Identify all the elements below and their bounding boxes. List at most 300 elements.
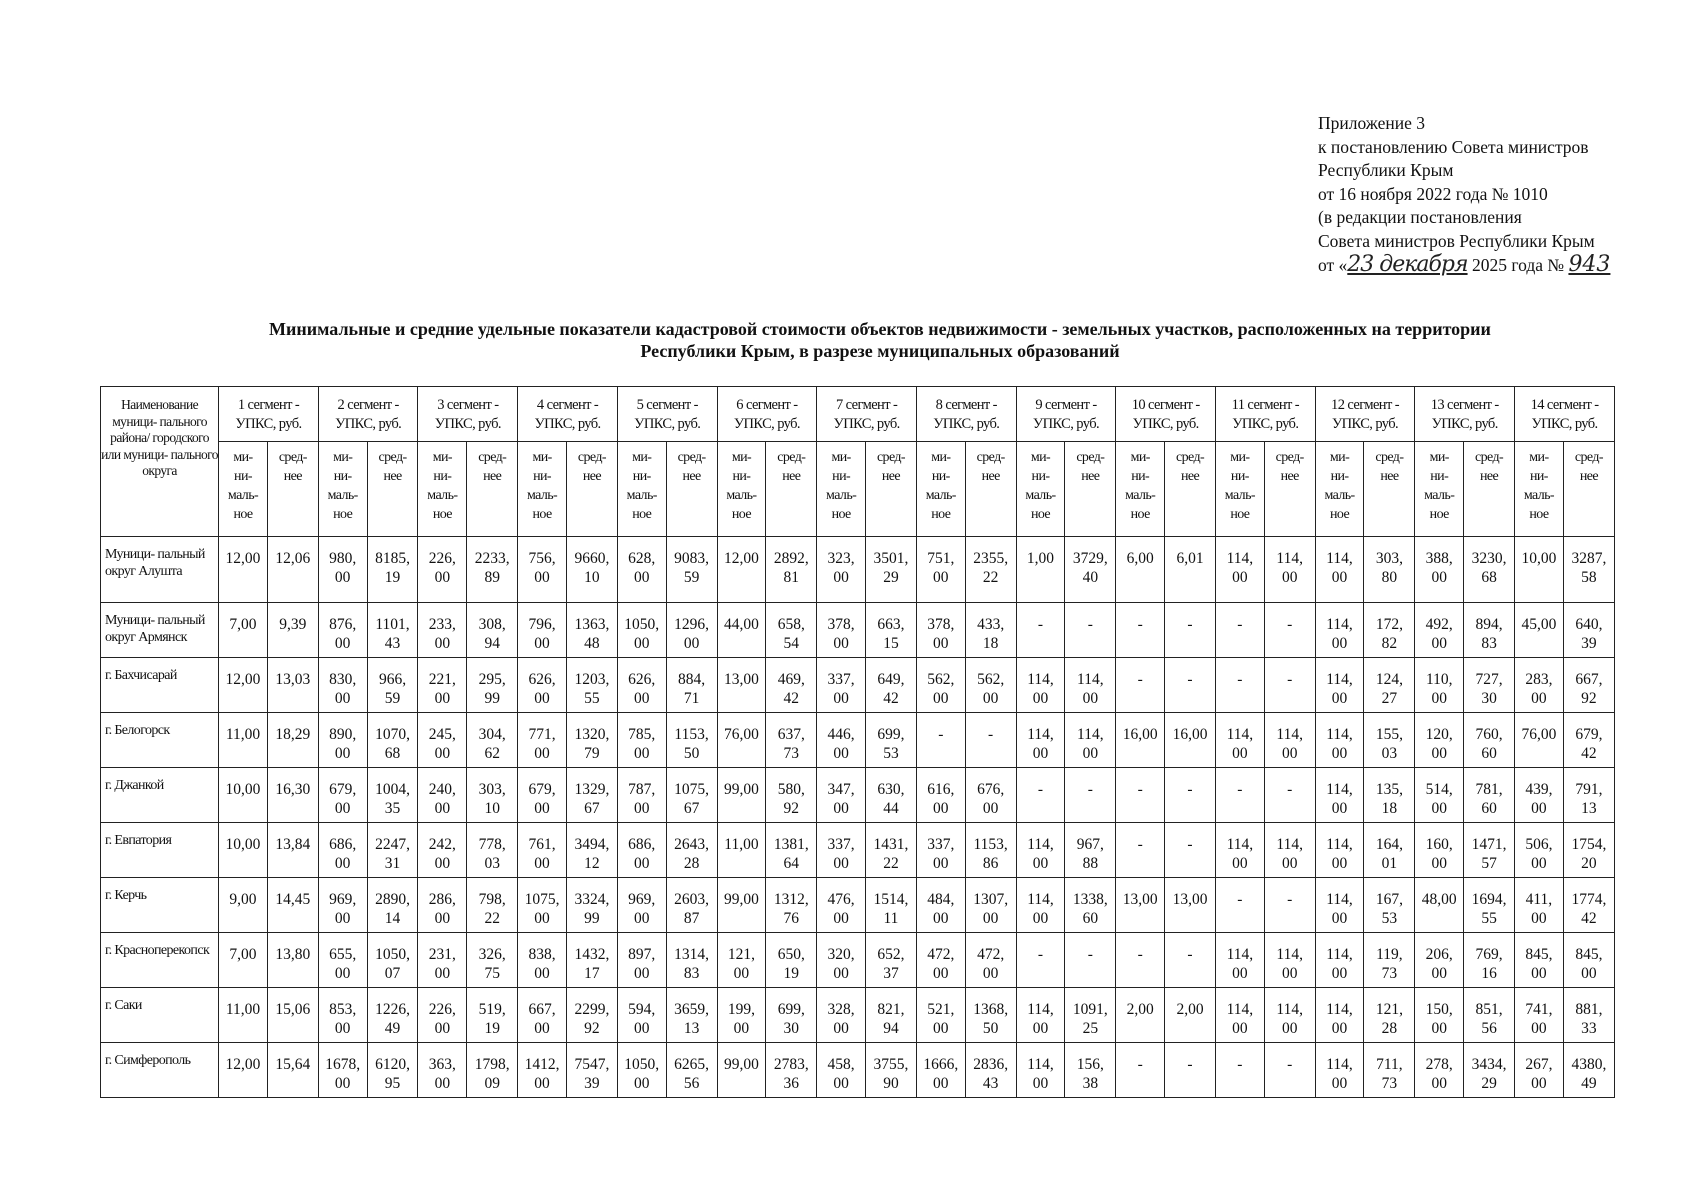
- municipality-name: г. Евпатория: [101, 823, 219, 878]
- table-cell: 304, 62: [467, 713, 518, 768]
- table-cell: 18,29: [267, 713, 318, 768]
- table-cell: 652, 37: [865, 933, 916, 988]
- table-row: [101, 878, 1615, 933]
- table-cell: -: [1264, 1043, 1315, 1098]
- table-cell: 580, 92: [766, 768, 817, 823]
- table-cell: 1296, 00: [666, 603, 717, 658]
- table-cell: 411, 00: [1515, 878, 1564, 933]
- table-cell: -: [1065, 603, 1116, 658]
- table-cell: 226, 00: [418, 537, 467, 603]
- table-cell: 626, 00: [518, 658, 567, 713]
- table-cell: 9660, 10: [566, 537, 617, 603]
- annex-date-prefix: от «: [1318, 255, 1348, 275]
- avg-header-1: сред- нее: [267, 442, 318, 537]
- table-cell: 980, 00: [318, 537, 367, 603]
- table-cell: 347, 00: [817, 768, 866, 823]
- table-cell: 853, 00: [318, 988, 367, 1043]
- table-cell: 1070, 68: [367, 713, 418, 768]
- table-cell: 686, 00: [318, 823, 367, 878]
- table-cell: 9,39: [267, 603, 318, 658]
- table-cell: 6265, 56: [666, 1043, 717, 1098]
- table-cell: -: [1016, 603, 1065, 658]
- table-cell: 99,00: [717, 768, 766, 823]
- table-cell: 1153, 86: [965, 823, 1016, 878]
- avg-header-11: сред- нее: [1264, 442, 1315, 537]
- table-cell: 11,00: [219, 713, 268, 768]
- table-cell: 114, 00: [1264, 537, 1315, 603]
- table-cell: 295, 99: [467, 658, 518, 713]
- table-cell: -: [1264, 768, 1315, 823]
- table-cell: 969, 00: [318, 878, 367, 933]
- header-row-segments: [101, 387, 1615, 442]
- table-cell: 756, 00: [518, 537, 567, 603]
- table-cell: 1075, 00: [518, 878, 567, 933]
- avg-header-6: сред- нее: [766, 442, 817, 537]
- table-cell: 967, 88: [1065, 823, 1116, 878]
- table-cell: 135, 18: [1364, 768, 1415, 823]
- table-cell: 769, 16: [1464, 933, 1515, 988]
- table-cell: 1,00: [1016, 537, 1065, 603]
- table-cell: 3494, 12: [566, 823, 617, 878]
- table-cell: 966, 59: [367, 658, 418, 713]
- table-cell: 172, 82: [1364, 603, 1415, 658]
- table-cell: -: [1264, 658, 1315, 713]
- segment-header-7: 7 сегмент - УПКС, руб.: [817, 387, 917, 442]
- table-cell: 562, 00: [965, 658, 1016, 713]
- table-cell: -: [1215, 878, 1264, 933]
- table-cell: 328, 00: [817, 988, 866, 1043]
- table-cell: 876, 00: [318, 603, 367, 658]
- table-cell: 245, 00: [418, 713, 467, 768]
- table-cell: 785, 00: [617, 713, 666, 768]
- table-cell: 1329, 67: [566, 768, 617, 823]
- table-cell: 1694, 55: [1464, 878, 1515, 933]
- table-cell: -: [965, 713, 1016, 768]
- table-cell: 676, 00: [965, 768, 1016, 823]
- table-cell: 12,00: [219, 537, 268, 603]
- table-cell: 787, 00: [617, 768, 666, 823]
- table-cell: 699, 53: [865, 713, 916, 768]
- table-cell: -: [1116, 658, 1165, 713]
- avg-header-14: сред- нее: [1563, 442, 1614, 537]
- table-cell: 6,00: [1116, 537, 1165, 603]
- table-cell: 1004, 35: [367, 768, 418, 823]
- table-cell: 484, 00: [916, 878, 965, 933]
- annex-line-7: [1318, 253, 1678, 278]
- table-cell: 2,00: [1116, 988, 1165, 1043]
- table-cell: 12,00: [219, 658, 268, 713]
- avg-header-7: сред- нее: [865, 442, 916, 537]
- table-cell: -: [1116, 768, 1165, 823]
- table-cell: 99,00: [717, 1043, 766, 1098]
- table-cell: 48,00: [1415, 878, 1464, 933]
- title-line-2: Республики Крым, в разрезе муниципальных образований: [640, 341, 1120, 361]
- min-header-3: ми- ни- маль- ное: [418, 442, 467, 537]
- table-cell: 711, 73: [1364, 1043, 1415, 1098]
- table-cell: 13,03: [267, 658, 318, 713]
- table-cell: 120, 00: [1415, 713, 1464, 768]
- municipality-name: г. Саки: [101, 988, 219, 1043]
- table-cell: 9083, 59: [666, 537, 717, 603]
- municipality-name: г. Белогорск: [101, 713, 219, 768]
- table-row: [101, 537, 1615, 603]
- table-cell: 1754, 20: [1563, 823, 1614, 878]
- table-cell: 472, 00: [965, 933, 1016, 988]
- table-cell: 679, 42: [1563, 713, 1614, 768]
- table-cell: 160, 00: [1415, 823, 1464, 878]
- table-cell: 6,01: [1165, 537, 1216, 603]
- table-cell: 114, 00: [1016, 658, 1065, 713]
- municipality-name: Муници- пальный округ Алушта: [101, 537, 219, 603]
- segment-header-1: 1 сегмент - УПКС, руб.: [219, 387, 319, 442]
- segment-header-9: 9 сегмент - УПКС, руб.: [1016, 387, 1116, 442]
- table-cell: 1153, 50: [666, 713, 717, 768]
- table-cell: 16,00: [1165, 713, 1216, 768]
- table-cell: -: [1165, 1043, 1216, 1098]
- segment-header-4: 4 сегмент - УПКС, руб.: [518, 387, 618, 442]
- table-cell: -: [1165, 933, 1216, 988]
- annex-year-label: 2025 года №: [1471, 255, 1565, 275]
- table-cell: 9,00: [219, 878, 268, 933]
- table-row: [101, 658, 1615, 713]
- avg-header-13: сред- нее: [1464, 442, 1515, 537]
- table-cell: 114, 00: [1315, 658, 1364, 713]
- table-cell: 323, 00: [817, 537, 866, 603]
- table-row: [101, 603, 1615, 658]
- table-cell: 1307, 00: [965, 878, 1016, 933]
- segment-header-6: 6 сегмент - УПКС, руб.: [717, 387, 817, 442]
- annex-line-6: Совета министров Республики Крым: [1318, 230, 1595, 251]
- table-cell: 881, 33: [1563, 988, 1614, 1043]
- min-header-2: ми- ни- маль- ное: [318, 442, 367, 537]
- table-row: [101, 1043, 1615, 1098]
- table-cell: 1338, 60: [1065, 878, 1116, 933]
- table-cell: 2892, 81: [766, 537, 817, 603]
- header-row-subcolumns: [101, 442, 1615, 537]
- table-cell: 45,00: [1515, 603, 1564, 658]
- table-cell: 1774, 42: [1563, 878, 1614, 933]
- table-cell: 114, 00: [1315, 823, 1364, 878]
- table-cell: 446, 00: [817, 713, 866, 768]
- table-cell: 562, 00: [916, 658, 965, 713]
- table-cell: 114, 00: [1016, 713, 1065, 768]
- table-cell: 2603, 87: [666, 878, 717, 933]
- table-cell: 1432, 17: [566, 933, 617, 988]
- table-cell: 114, 00: [1315, 603, 1364, 658]
- table-cell: 114, 00: [1016, 1043, 1065, 1098]
- table-cell: -: [1215, 603, 1264, 658]
- table-cell: 781, 60: [1464, 768, 1515, 823]
- table-cell: 2,00: [1165, 988, 1216, 1043]
- min-header-13: ми- ни- маль- ное: [1415, 442, 1464, 537]
- avg-header-2: сред- нее: [367, 442, 418, 537]
- table-cell: 44,00: [717, 603, 766, 658]
- annex-line-2: к постановлению Совета министров: [1318, 136, 1589, 157]
- table-cell: 308, 94: [467, 603, 518, 658]
- table-cell: 630, 44: [865, 768, 916, 823]
- avg-header-5: сред- нее: [666, 442, 717, 537]
- table-cell: 798, 22: [467, 878, 518, 933]
- table-cell: 1075, 67: [666, 768, 717, 823]
- column-header-name: Наименование муници- пального района/ городского или муници- пального округа: [101, 387, 219, 537]
- table-cell: 156, 38: [1065, 1043, 1116, 1098]
- table-cell: 649, 42: [865, 658, 916, 713]
- avg-header-4: сред- нее: [566, 442, 617, 537]
- municipality-name: Муници- пальный округ Армянск: [101, 603, 219, 658]
- table-cell: 679, 00: [318, 768, 367, 823]
- cadastral-table: [100, 386, 1615, 1098]
- table-cell: 303, 10: [467, 768, 518, 823]
- table-cell: 99,00: [717, 878, 766, 933]
- table-cell: 388, 00: [1415, 537, 1464, 603]
- table-cell: 1412, 00: [518, 1043, 567, 1098]
- table-cell: 1368, 50: [965, 988, 1016, 1043]
- table-cell: 3324, 99: [566, 878, 617, 933]
- table-cell: 226, 00: [418, 988, 467, 1043]
- table-cell: 124, 27: [1364, 658, 1415, 713]
- table-cell: 2836, 43: [965, 1043, 1016, 1098]
- table-cell: 283, 00: [1515, 658, 1564, 713]
- table-cell: 242, 00: [418, 823, 467, 878]
- table-cell: 12,00: [219, 1043, 268, 1098]
- table-cell: 628, 00: [617, 537, 666, 603]
- table-cell: 114, 00: [1016, 823, 1065, 878]
- table-cell: 658, 54: [766, 603, 817, 658]
- table-cell: 663, 15: [865, 603, 916, 658]
- table-cell: 15,64: [267, 1043, 318, 1098]
- table-cell: 7,00: [219, 603, 268, 658]
- table-cell: 796, 00: [518, 603, 567, 658]
- segment-header-8: 8 сегмент - УПКС, руб.: [916, 387, 1016, 442]
- table-cell: 969, 00: [617, 878, 666, 933]
- segment-header-2: 2 сегмент - УПКС, руб.: [318, 387, 418, 442]
- table-cell: -: [1165, 768, 1216, 823]
- municipality-name: г. Симферополь: [101, 1043, 219, 1098]
- table-cell: -: [1116, 823, 1165, 878]
- table-cell: 3230, 68: [1464, 537, 1515, 603]
- table-cell: 114, 00: [1264, 933, 1315, 988]
- table-cell: 267, 00: [1515, 1043, 1564, 1098]
- table-cell: 199, 00: [717, 988, 766, 1043]
- table-cell: 519, 19: [467, 988, 518, 1043]
- table-cell: 121, 28: [1364, 988, 1415, 1043]
- segment-header-14: 14 сегмент - УПКС, руб.: [1515, 387, 1615, 442]
- handwritten-number: 943: [1568, 252, 1611, 277]
- table-cell: 320, 00: [817, 933, 866, 988]
- table-cell: 337, 00: [916, 823, 965, 878]
- table-cell: 231, 00: [418, 933, 467, 988]
- table-cell: 114, 00: [1315, 933, 1364, 988]
- table-cell: 121, 00: [717, 933, 766, 988]
- table-cell: 14,45: [267, 878, 318, 933]
- table-cell: 439, 00: [1515, 768, 1564, 823]
- min-header-4: ми- ни- маль- ное: [518, 442, 567, 537]
- table-cell: -: [1165, 823, 1216, 878]
- table-cell: 1363, 48: [566, 603, 617, 658]
- table-cell: 3729, 40: [1065, 537, 1116, 603]
- table-cell: 12,06: [267, 537, 318, 603]
- table-cell: 114, 00: [1215, 713, 1264, 768]
- annex-header: [1318, 112, 1678, 278]
- table-cell: 13,00: [717, 658, 766, 713]
- table-cell: 791, 13: [1563, 768, 1614, 823]
- table-cell: 751, 00: [916, 537, 965, 603]
- annex-line-4: от 16 ноября 2022 года № 1010: [1318, 183, 1548, 204]
- annex-line-3: Республики Крым: [1318, 160, 1454, 180]
- segment-header-11: 11 сегмент - УПКС, руб.: [1215, 387, 1315, 442]
- table-cell: -: [1065, 768, 1116, 823]
- table-cell: 1666, 00: [916, 1043, 965, 1098]
- table-cell: 240, 00: [418, 768, 467, 823]
- annex-line-1: Приложение 3: [1318, 113, 1426, 133]
- table-cell: 1226, 49: [367, 988, 418, 1043]
- table-cell: -: [1116, 1043, 1165, 1098]
- table-cell: 1050, 00: [617, 603, 666, 658]
- table-cell: 114, 00: [1215, 537, 1264, 603]
- table-cell: 3287, 58: [1563, 537, 1614, 603]
- table-cell: 167, 53: [1364, 878, 1415, 933]
- table-cell: 1431, 22: [865, 823, 916, 878]
- min-header-5: ми- ни- маль- ное: [617, 442, 666, 537]
- table-cell: 155, 03: [1364, 713, 1415, 768]
- segment-header-10: 10 сегмент - УПКС, руб.: [1116, 387, 1216, 442]
- table-cell: 1798, 09: [467, 1043, 518, 1098]
- table-cell: 16,30: [267, 768, 318, 823]
- table-cell: 2783, 36: [766, 1043, 817, 1098]
- table-cell: 521, 00: [916, 988, 965, 1043]
- table-cell: 337, 00: [817, 658, 866, 713]
- table-cell: 3659, 13: [666, 988, 717, 1043]
- table-cell: 114, 00: [1016, 988, 1065, 1043]
- table-cell: 851, 56: [1464, 988, 1515, 1043]
- table-cell: 378, 00: [916, 603, 965, 658]
- table-cell: 11,00: [219, 988, 268, 1043]
- table-cell: -: [1264, 603, 1315, 658]
- table-cell: 472, 00: [916, 933, 965, 988]
- table-cell: -: [1215, 658, 1264, 713]
- min-header-12: ми- ни- маль- ное: [1315, 442, 1364, 537]
- table-cell: 1101, 43: [367, 603, 418, 658]
- table-cell: -: [1016, 933, 1065, 988]
- table-cell: -: [1016, 768, 1065, 823]
- table-row: [101, 768, 1615, 823]
- table-cell: 727, 30: [1464, 658, 1515, 713]
- table-cell: 221, 00: [418, 658, 467, 713]
- table-cell: 655, 00: [318, 933, 367, 988]
- table-cell: 838, 00: [518, 933, 567, 988]
- table-cell: 637, 73: [766, 713, 817, 768]
- table-cell: 114, 00: [1016, 878, 1065, 933]
- table-cell: 894, 83: [1464, 603, 1515, 658]
- min-header-11: ми- ни- маль- ное: [1215, 442, 1264, 537]
- table-cell: 667, 00: [518, 988, 567, 1043]
- table-cell: 506, 00: [1515, 823, 1564, 878]
- table-cell: 76,00: [717, 713, 766, 768]
- table-cell: 3755, 90: [865, 1043, 916, 1098]
- table-cell: 1314, 83: [666, 933, 717, 988]
- table-cell: 114, 00: [1264, 823, 1315, 878]
- table-cell: 760, 60: [1464, 713, 1515, 768]
- table-cell: 821, 94: [865, 988, 916, 1043]
- table-cell: 114, 00: [1215, 823, 1264, 878]
- annex-line-5: (в редакции постановления: [1318, 207, 1522, 227]
- document-title: [160, 318, 1600, 362]
- table-cell: 771, 00: [518, 713, 567, 768]
- segment-header-5: 5 сегмент - УПКС, руб.: [617, 387, 717, 442]
- segment-header-13: 13 сегмент - УПКС, руб.: [1415, 387, 1515, 442]
- table-cell: 626, 00: [617, 658, 666, 713]
- table-cell: 845, 00: [1515, 933, 1564, 988]
- table-cell: 114, 00: [1065, 658, 1116, 713]
- min-header-8: ми- ни- маль- ное: [916, 442, 965, 537]
- table-cell: 13,00: [1165, 878, 1216, 933]
- table-cell: 594, 00: [617, 988, 666, 1043]
- table-cell: 8185, 19: [367, 537, 418, 603]
- municipality-name: г. Керчь: [101, 878, 219, 933]
- table-cell: 12,00: [717, 537, 766, 603]
- table-cell: 2299, 92: [566, 988, 617, 1043]
- table-cell: 2890, 14: [367, 878, 418, 933]
- table-cell: 1320, 79: [566, 713, 617, 768]
- table-cell: 1050, 07: [367, 933, 418, 988]
- segment-header-12: 12 сегмент - УПКС, руб.: [1315, 387, 1415, 442]
- table-cell: 830, 00: [318, 658, 367, 713]
- table-cell: 458, 00: [817, 1043, 866, 1098]
- avg-header-8: сред- нее: [965, 442, 1016, 537]
- table-cell: -: [1116, 933, 1165, 988]
- avg-header-3: сред- нее: [467, 442, 518, 537]
- table-cell: 1514, 11: [865, 878, 916, 933]
- table-cell: 150, 00: [1415, 988, 1464, 1043]
- table-cell: 114, 00: [1215, 988, 1264, 1043]
- table-cell: 884, 71: [666, 658, 717, 713]
- table-cell: 13,84: [267, 823, 318, 878]
- min-header-1: ми- ни- маль- ное: [219, 442, 268, 537]
- table-cell: 2233, 89: [467, 537, 518, 603]
- table-cell: 114, 00: [1315, 713, 1364, 768]
- table-cell: 378, 00: [817, 603, 866, 658]
- table-cell: 278, 00: [1415, 1043, 1464, 1098]
- table-cell: 640, 39: [1563, 603, 1614, 658]
- table-cell: 667, 92: [1563, 658, 1614, 713]
- table-cell: 890, 00: [318, 713, 367, 768]
- table-cell: 741, 00: [1515, 988, 1564, 1043]
- table-cell: 433, 18: [965, 603, 1016, 658]
- title-line-1: Минимальные и средние удельные показатели кадастровой стоимости объектов недвижимости - земельных участков, расположенных на территории: [269, 319, 1491, 339]
- table-cell: 492, 00: [1415, 603, 1464, 658]
- table-cell: 650, 19: [766, 933, 817, 988]
- table-cell: 1678, 00: [318, 1043, 367, 1098]
- table-cell: 686, 00: [617, 823, 666, 878]
- table-cell: 1091, 25: [1065, 988, 1116, 1043]
- table-cell: 3434, 29: [1464, 1043, 1515, 1098]
- municipality-name: г. Красноперекопск: [101, 933, 219, 988]
- table-cell: 778, 03: [467, 823, 518, 878]
- table-cell: 114, 00: [1315, 537, 1364, 603]
- table-cell: 114, 00: [1264, 713, 1315, 768]
- table-cell: 114, 00: [1315, 1043, 1364, 1098]
- table-cell: 286, 00: [418, 878, 467, 933]
- municipality-name: г. Джанкой: [101, 768, 219, 823]
- table-cell: -: [1116, 603, 1165, 658]
- table-cell: 469, 42: [766, 658, 817, 713]
- table-cell: 897, 00: [617, 933, 666, 988]
- min-header-14: ми- ни- маль- ное: [1515, 442, 1564, 537]
- table-cell: 13,80: [267, 933, 318, 988]
- table-cell: 164, 01: [1364, 823, 1415, 878]
- table-row: [101, 988, 1615, 1043]
- table-cell: 326, 75: [467, 933, 518, 988]
